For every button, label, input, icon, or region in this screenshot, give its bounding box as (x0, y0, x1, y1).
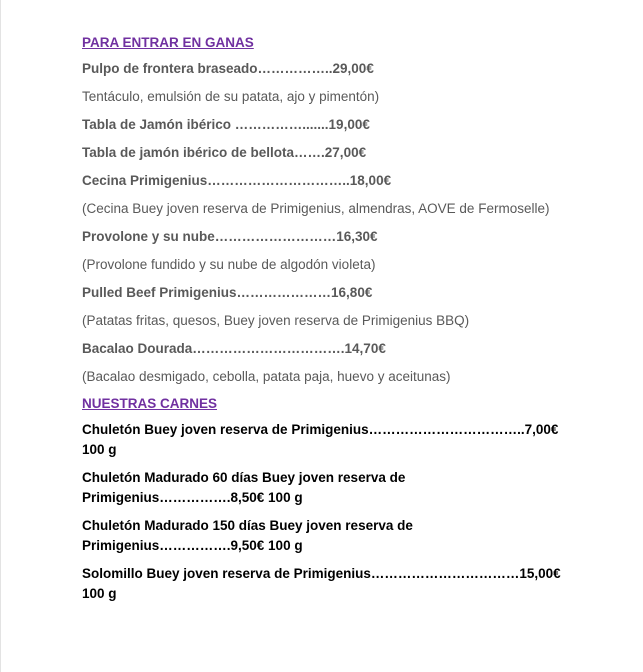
menu-item-pulpo: Pulpo de frontera braseado……………..29,00€ (82, 61, 374, 76)
menu-item-provolone: Provolone y su nube………………………16,30€ (82, 229, 378, 244)
menu-item-description: (Cecina Buey joven reserva de Primigenius, almendras, AOVE de Fermoselle) (82, 201, 550, 216)
section-heading-entrantes: PARA ENTRAR EN GANAS (82, 35, 254, 50)
menu-item-chuleton-150: Chuletón Madurado 150 días Buey joven reserva de Primigenius…………….9,50€ 100 g (82, 518, 413, 553)
menu-item-description: (Provolone fundido y su nube de algodón violeta) (82, 257, 376, 272)
menu-content (82, 34, 572, 604)
menu-item-jamon-iberico: Tabla de Jamón ibérico …………….......19,00€ (82, 117, 370, 132)
menu-item-jamon-bellota: Tabla de jamón ibérico de bellota…….27,00€ (82, 145, 367, 160)
menu-item-bacalao: Bacalao Dourada…………………………….14,70€ (82, 341, 386, 356)
menu-item-description: (Patatas fritas, quesos, Buey joven reserva de Primigenius BBQ) (82, 313, 470, 328)
menu-item-pulled-beef: Pulled Beef Primigenius…………………16,80€ (82, 285, 373, 300)
menu-item-description: Tentáculo, emulsión de su patata, ajo y pimentón) (82, 89, 380, 104)
menu-item-cecina: Cecina Primigenius…………………………..18,00€ (82, 173, 392, 188)
menu-item-description: (Bacalao desmigado, cebolla, patata paja, huevo y aceitunas) (82, 369, 451, 384)
section-heading-carnes: NUESTRAS CARNES (82, 396, 218, 411)
menu-item-chuleton: Chuletón Buey joven reserva de Primigenius……………………………..7,00€ 100 g (82, 422, 559, 457)
menu-item-solomillo: Solomillo Buey joven reserva de Primigenius……………………………15,00€ 100 g (82, 566, 561, 601)
menu-item-chuleton-60: Chuletón Madurado 60 días Buey joven reserva de Primigenius…………….8,50€ 100 g (82, 470, 406, 505)
